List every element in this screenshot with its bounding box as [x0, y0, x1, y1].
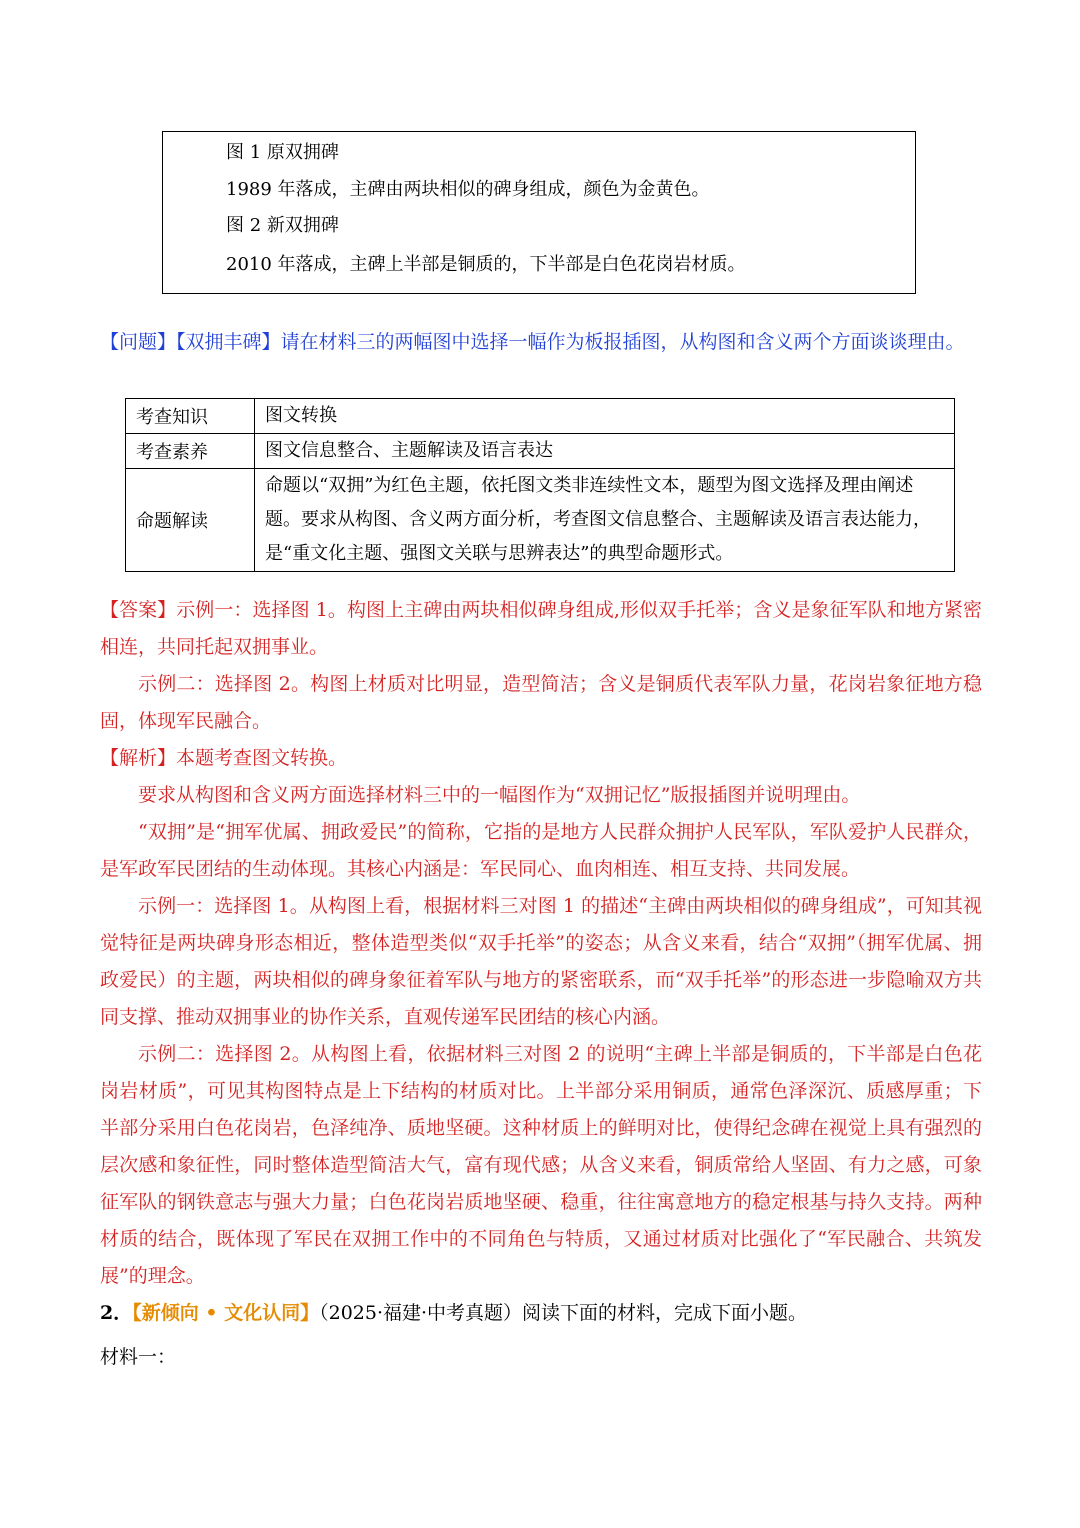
table-value: 图文转换 [255, 399, 955, 434]
question-2-number: 2． [100, 1302, 133, 1324]
material1-label: 材料一： [100, 1346, 177, 1368]
analysis-heading: 【解析】本题考查图文转换。 [100, 747, 348, 769]
analysis-p4: 示例二：选择图 2。从构图上看，依据材料三对图 2 的说明“主碑上半部是铜质的，下半部是白色花岗岩材质”，可见其构图特点是上下结构的材质对比。上半部分采用铜质，通常色泽深沉、质感厚重；下半部分采用白色花岗岩，色泽纯净、质地坚硬。这种材质上的鲜明对比，使得纪念碑在视觉上具有强烈的层次感和象征性，同时整体造型简洁大气，富有现代感；从含义来看，铜质常给人坚固、有力之感，可象征军队的钢铁意志与强大力量；白色花岗岩质地坚硬、稳重，往往寓意地方的稳定根基与持久支持。两种材质的结合，既体现了军民在双拥工作中的不同角色与特质，又通过材质对比强化了“军民融合、共筑发展”的理念。 [100, 1043, 982, 1287]
figure1-title: 图 1 原双拥碑 [226, 142, 339, 163]
figure2-desc: 2010 年落成，主碑上半部是铜质的，下半部是白色花岗岩材质。 [226, 254, 746, 275]
question-2-tag: 【新倾向 • 文化认同】 [132, 1302, 320, 1324]
answer-example1: 【答案】示例一：选择图 1。构图上主碑由两块相似碑身组成,形似双手托举；含义是象征军队和地方紧密相连，共同托起双拥事业。 [100, 599, 982, 658]
table-key: 考查素养 [126, 434, 255, 469]
question-2-instruction: （2025·福建·中考真题）阅读下面的材料，完成下面小题。 [319, 1302, 808, 1324]
table-row [126, 469, 955, 572]
figure1-desc: 1989 年落成，主碑由两块相似的碑身组成，颜色为金黄色。 [226, 179, 710, 200]
question-2-header [100, 1298, 807, 1328]
table-row [126, 399, 955, 434]
table-key: 考查知识 [126, 399, 255, 434]
table-key: 命题解读 [126, 469, 255, 572]
table-value: 命题以“双拥”为红色主题，依托图文类非连续性文本，题型为图文选择及理由阐述题。要求从构图、含义两方面分析，考查图文信息整合、主题解读及语言表达能力，是“重文化主题、强图文关联与思辨表达”的典型命题形式。 [255, 469, 955, 572]
analysis-p1: 要求从构图和含义两方面选择材料三中的一幅图作为“双拥记忆”版报插图并说明理由。 [138, 784, 861, 806]
answer-example2: 示例二：选择图 2。构图上材质对比明显，造型简洁；含义是铜质代表军队力量，花岗岩象征地方稳固，体现军民融合。 [100, 673, 982, 732]
table-row [126, 434, 955, 469]
table-value: 图文信息整合、主题解读及语言表达 [255, 434, 955, 469]
analysis-p2: “双拥”是“拥军优属、拥政爱民”的简称，它指的是地方人民群众拥护人民军队，军队爱护人民群众，是军政军民团结的生动体现。其核心内涵是：军民同心、血肉相连、相互支持、共同发展。 [100, 821, 982, 880]
figure2-title: 图 2 新双拥碑 [226, 215, 339, 236]
material-box [162, 131, 916, 294]
analysis-p3: 示例一：选择图 1。从构图上看，根据材料三对图 1 的描述“主碑由两块相似的碑身组成”，可知其视觉特征是两块碑身形态相近，整体造型类似“双手托举”的姿态；从含义来看，结合“双拥”（拥军优属、拥政爱民）的主题，两块相似的碑身象征着军队与地方的紧密联系，而“双手托举”的形态进一步隐喻双方共同支撑、推动双拥事业的协作关系，直观传递军民团结的核心内涵。 [100, 895, 982, 1028]
question-text: 【问题】【双拥丰碑】请在材料三的两幅图中选择一幅作为板报插图，从构图和含义两个方面谈谈理由。 [100, 331, 965, 353]
info-table [125, 398, 955, 572]
